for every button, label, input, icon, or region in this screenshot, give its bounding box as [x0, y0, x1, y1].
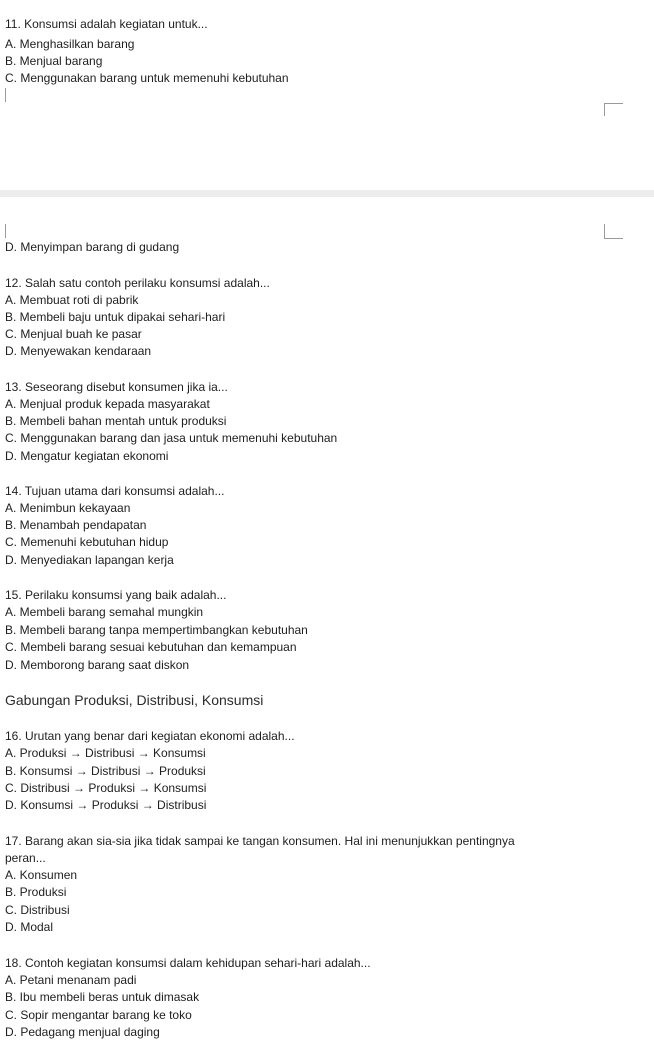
- question-12: 12. Salah satu contoh perilaku konsumsi adalah...: [5, 276, 270, 290]
- crop-mark-bottom-right: [604, 224, 623, 239]
- crop-mark-bottom-left: [5, 224, 6, 238]
- option-17-b: B. Produksi: [5, 885, 67, 899]
- option-18-d: D. Pedagang menjual daging: [5, 1025, 160, 1039]
- question-17: 17. Barang akan sia-sia jika tidak sampai ke tangan konsumen. Hal ini menunjukkan pentingnya: [5, 834, 515, 848]
- crop-mark-top-left: [5, 88, 6, 102]
- option-14-d: D. Menyediakan lapangan kerja: [5, 553, 174, 567]
- option-12-c: C. Menjual buah ke pasar: [5, 327, 142, 341]
- option-17-c: C. Distribusi: [5, 903, 70, 917]
- question-14: 14. Tujuan utama dari konsumsi adalah...: [5, 484, 225, 498]
- option-18-c: C. Sopir mengantar barang ke toko: [5, 1008, 192, 1022]
- option-13-d: D. Mengatur kegiatan ekonomi: [5, 449, 169, 463]
- question-17-continued: peran...: [5, 851, 46, 865]
- section-heading: Gabungan Produksi, Distribusi, Konsumsi: [5, 692, 264, 708]
- question-16: 16. Urutan yang benar dari kegiatan ekonomi adalah...: [5, 729, 295, 743]
- option-14-c: C. Memenuhi kebutuhan hidup: [5, 535, 169, 549]
- question-13: 13. Seseorang disebut konsumen jika ia...: [5, 380, 228, 394]
- page-gap-band: [0, 190, 654, 197]
- question-15: 15. Perilaku konsumsi yang baik adalah...: [5, 588, 227, 602]
- option-14-a: A. Menimbun kekayaan: [5, 501, 131, 515]
- option-13-a: A. Menjual produk kepada masyarakat: [5, 397, 210, 411]
- crop-mark-top-right: [604, 103, 623, 116]
- option-15-c: C. Membeli barang sesuai kebutuhan dan kemampuan: [5, 640, 297, 654]
- option-18-b: B. Ibu membeli beras untuk dimasak: [5, 990, 200, 1004]
- option-13-b: B. Membeli bahan mentah untuk produksi: [5, 414, 227, 428]
- option-18-a: A. Petani menanam padi: [5, 973, 137, 987]
- option-15-b: B. Membeli barang tanpa mempertimbangkan kebutuhan: [5, 623, 308, 637]
- question-18: 18. Contoh kegiatan konsumsi dalam kehidupan sehari-hari adalah...: [5, 956, 371, 970]
- option-12-b: B. Membeli baju untuk dipakai sehari-hari: [5, 310, 226, 324]
- option-11-d: D. Menyimpan barang di gudang: [5, 240, 180, 254]
- question-11: 11. Konsumsi adalah kegiatan untuk...: [5, 17, 208, 31]
- option-16-c: C. Distribusi → Produksi → Konsumsi: [5, 781, 207, 795]
- option-13-c: C. Menggunakan barang dan jasa untuk memenuhi kebutuhan: [5, 431, 338, 445]
- option-15-a: A. Membeli barang semahal mungkin: [5, 605, 204, 619]
- option-16-d: D. Konsumsi → Produksi → Distribusi: [5, 798, 207, 812]
- option-16-a: A. Produksi → Distribusi → Konsumsi: [5, 746, 206, 760]
- option-17-a: A. Konsumen: [5, 868, 78, 882]
- option-12-a: A. Membuat roti di pabrik: [5, 293, 139, 307]
- option-16-b: B. Konsumsi → Distribusi → Produksi: [5, 764, 206, 778]
- option-11-a: A. Menghasilkan barang: [5, 37, 135, 51]
- option-15-d: D. Memborong barang saat diskon: [5, 658, 190, 672]
- option-14-b: B. Menambah pendapatan: [5, 518, 147, 532]
- option-17-d: D. Modal: [5, 920, 54, 934]
- option-12-d: D. Menyewakan kendaraan: [5, 344, 152, 358]
- option-11-b: B. Menjual barang: [5, 54, 103, 68]
- option-11-c: C. Menggunakan barang untuk memenuhi kebutuhan: [5, 71, 289, 85]
